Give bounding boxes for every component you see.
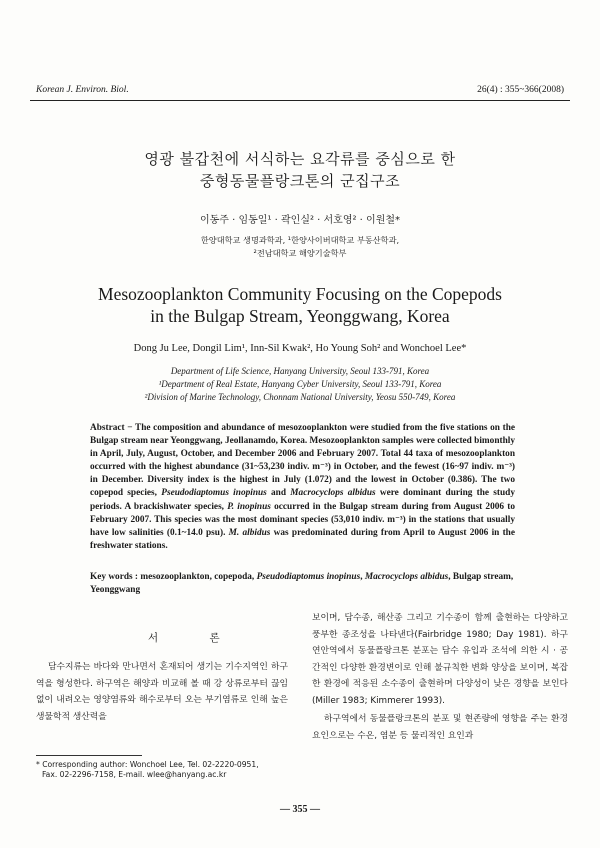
section-heading: 서 론 (148, 632, 244, 644)
intro-paragraph-right (312, 610, 568, 744)
footnote-line2: Fax. 02-2296-7158, E-mail. wlee@hanyang.ac.kr (42, 770, 227, 779)
footnote-line1: * Corresponding author: Wonchoel Lee, Tel. 02-2220-0951, (36, 760, 259, 769)
keywords: Key words : mesozooplankton, copepoda, Pseudodiaptomus inopinus, Macrocyclops albidus, Bulgap stream, Yeonggwang (90, 572, 514, 595)
citation: 26(4) : 355~366(2008) (477, 85, 564, 95)
english-affiliation-line1: Department of Life Science, Hanyang University, Seoul 133-791, Korea (170, 366, 430, 376)
intro-paragraph-right-1: 보이며, 담수종, 해산종 그리고 기수종이 함께 출현하는 다양하고 풍부한 종조성을 나타낸다(Fairbridge 1980; Day 1981). 하구 연안역에서 동물플랑크톤 분포는 담수 유입과 조석에 의한 시 · 공간적인 다양한 환경변이로 인해 불규칙한 변화 양상을 보이며, 복잡한 환경에 적응된 소수종이 출현하며 다양성이 낮은 경향을 보인다(Miller 1983; Kimmerer 1993). (312, 613, 568, 706)
korean-title (0, 148, 600, 192)
abstract: Abstract − The composition and abundance of mesozooplankton were studied from the five stations on the Bulgap stream near Yeonggwang, Jeollanamdo, Korea. Mesozooplankton samples were collected bimonthly in April, July, August, October, and December 2006 and February 2007. Total 44 taxa of mesozooplankton occurred with the highest abundance (31~53,230 indiv. m⁻³) in October, and the fewest (16~97 indiv. m⁻³) in December. Diversity index is the highest in July (1.072) and the lowest in October (0.386). The two copepod species, Pseudodiaptomus inopinus and Macrocyclops albidus were dominant during the study periods. A brackishwater species, P. inopinus occurred in the Bulgap stream during from August 2006 to February 2007. This species was the most dominant species (53,010 indiv. m⁻³) in the stations that usually have low salinities (0.1~14.0 psu). M. albidus was predominated during from April to August 2006 in the freshwater stations. (90, 423, 515, 551)
intro-paragraph-right-2: 하구역에서 동물플랑크톤의 분포 및 현존량에 영향을 주는 환경 요인으로는 수온, 염분 등 물리적인 요인과 (312, 714, 568, 741)
species-name: Pseudodiaptomus inopinus (161, 488, 267, 499)
footnote (36, 760, 288, 780)
header-rule (30, 100, 570, 101)
keywords-label: Key words : (90, 572, 141, 582)
korean-affiliation-line1: 한양대학교 생명과학과, ¹한양사이버대학교 부동산학과, (200, 235, 400, 245)
korean-title-line1: 영광 불갑천에 서식하는 요각류를 중심으로 한 (144, 150, 456, 168)
abstract-label: Abstract (90, 423, 125, 433)
english-affiliation-line2: ¹Department of Real Estate, Hanyang Cyber University, Seoul 133-791, Korea (158, 379, 442, 389)
korean-affiliations (0, 234, 600, 260)
species-name: Macrocyclops albidus (290, 488, 376, 499)
korean-affiliation-line2: ²전남대학교 해양기술학부 (253, 248, 347, 258)
english-title-line1: Mesozooplankton Community Focusing on the Copepods (98, 284, 502, 304)
species-name: M. albidus (228, 527, 271, 538)
korean-authors: 이동주 · 임동일¹ · 곽인실² · 서호영² · 이원철* (199, 215, 401, 226)
page-number: — 355 — (280, 804, 320, 815)
english-authors: Dong Ju Lee, Dongil Lim¹, Inn-Sil Kwak², Ho Young Soh² and Wonchoel Lee* (133, 343, 467, 354)
species-name: Macrocyclops albidus (364, 572, 449, 582)
english-title (0, 283, 600, 327)
intro-paragraph-left: 담수지류는 바다와 만나면서 혼재되어 생기는 기수지역인 하구역을 형성한다. 하구역은 해양과 비교해 볼 때 강 상류로부터 끊임없이 내려오는 영양염류와 해수로부터 오는 부기염류로 인해 높은 생물학적 생산력을 (36, 662, 288, 722)
species-name: Pseudodiaptomus inopinus (256, 572, 361, 582)
korean-title-line2: 중형동물플랑크톤의 군집구조 (199, 172, 401, 190)
english-title-line2: in the Bulgap Stream, Yeonggwang, Korea (150, 306, 450, 326)
english-affiliation-line3: ²Division of Marine Technology, Chonnam National University, Yeosu 550-749, Korea (144, 392, 456, 402)
species-name: P. inopinus (227, 501, 271, 512)
english-affiliations (0, 365, 600, 404)
footnote-rule (36, 755, 142, 756)
journal-name: Korean J. Environ. Biol. (36, 85, 129, 95)
